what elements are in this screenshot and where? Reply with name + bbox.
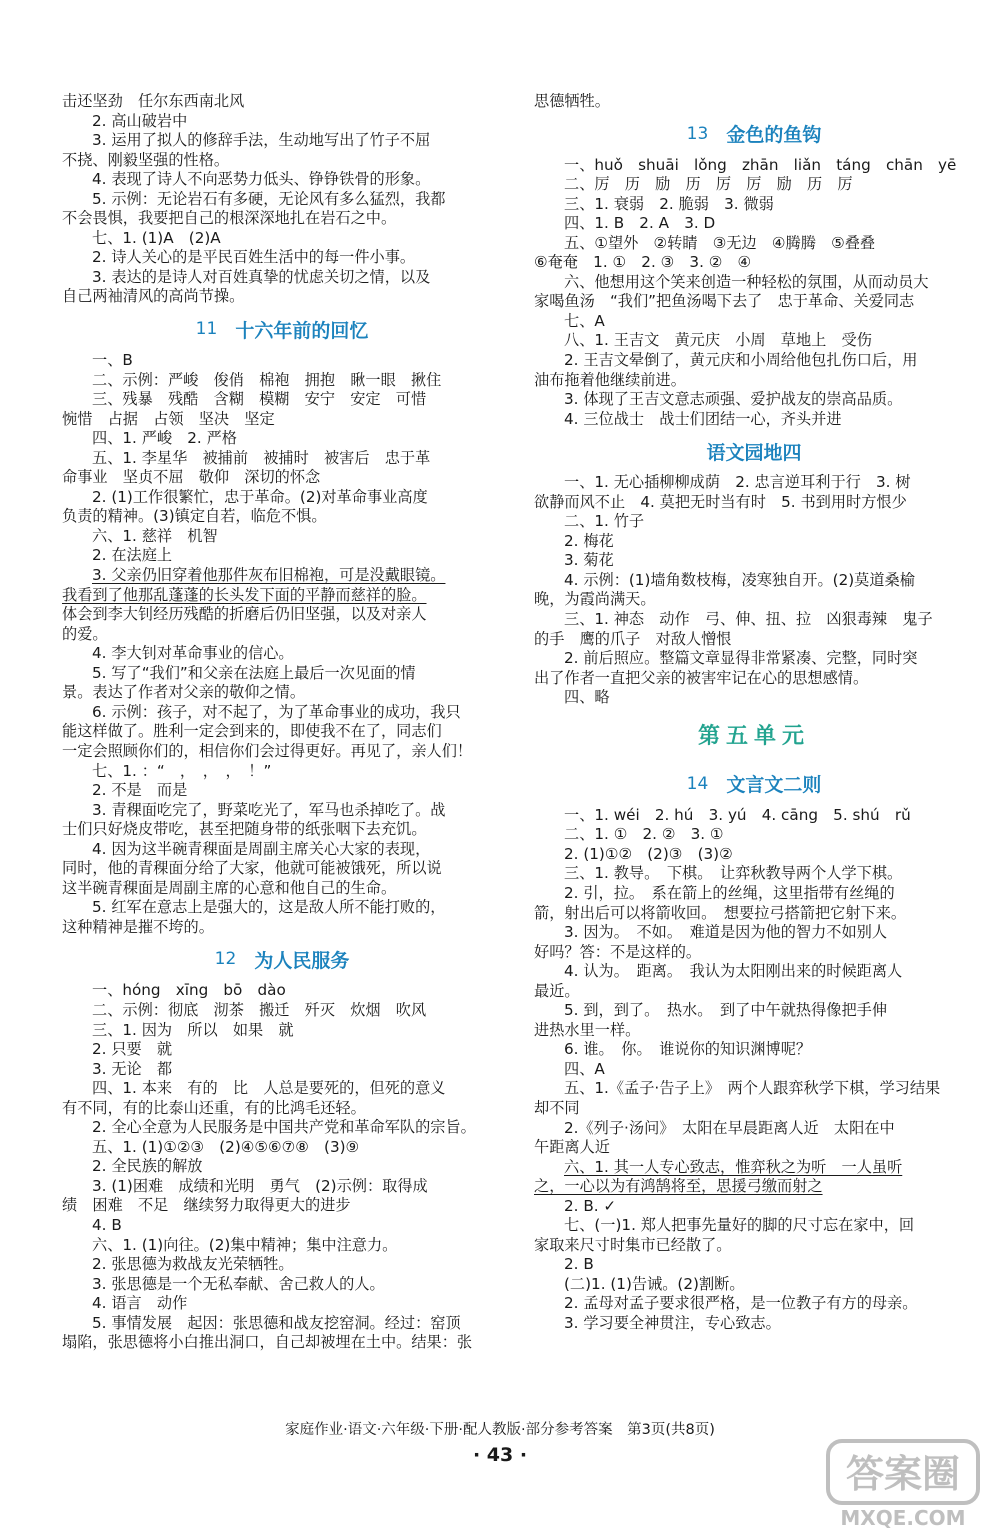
answer-line: 3. 青稞面吃完了，野菜吃光了，军马也杀掉吃了。战 — [92, 800, 446, 819]
answer-line: 5. 红军在意志上是强大的，这是敌人所不能打败的， — [92, 898, 446, 917]
lesson-number: 12 — [214, 949, 237, 970]
answer-line: 4. 因为这半碗青稞面是周副主席关心大家的表现， — [92, 839, 431, 858]
answer-line: 3. 无论 都 — [92, 1059, 173, 1078]
answer-line: 4. 认为。 距离。 我认为太阳刚出来的时候距离人 — [564, 962, 903, 981]
answer-line: 2. 引，拉。 系在箭上的丝绳，这里指带有丝绳的 — [564, 883, 895, 902]
lesson-number: 11 — [195, 319, 218, 340]
lesson-number: 14 — [686, 773, 709, 794]
answer-line: 家取来尺寸时集市已经散了。 — [534, 1235, 732, 1254]
answer-line: 2. 高山破岩中 — [92, 111, 188, 130]
answer-line: 3. (1)困难 成绩和光明 勇气 (2)示例：取得成 — [92, 1176, 428, 1195]
answer-line: 景。表达了作者对父亲的敬仰之情。 — [62, 683, 305, 702]
answer-line: 2. 全民族的解放 — [92, 1157, 203, 1176]
answer-line: 5. 事情发展 起因：张思德和战友挖窑洞。经过：窑顶 — [92, 1313, 461, 1332]
answer-line: 最近。 — [534, 981, 580, 1000]
answer-line: 2. 前后照应。整篇文章显得非常紧凑、完整，同时突 — [564, 649, 918, 668]
watermark-logo — [820, 1431, 990, 1531]
answer-line: 2. 不是 而是 — [92, 781, 188, 800]
answer-line: 有不同，有的比泰山还重，有的比鸿毛还轻。 — [62, 1098, 366, 1117]
answer-line: 3. 菊花 — [564, 551, 614, 570]
answer-line: 一、B — [92, 351, 133, 370]
answer-line: 5. 写了“我们”和父亲在法庭上最后一次见面的情 — [92, 663, 416, 682]
answer-line: 七、1. (1)A (2)A — [92, 228, 221, 247]
answer-line: 4. 示例：(1)墙角数枝梅，凌寒独自开。(2)莫道桑榆 — [564, 570, 915, 589]
answer-line: 2. 孟母对孟子要求很严格，是一位教子有方的母亲。 — [564, 1294, 918, 1313]
answer-line: 三、1. 神态 动作 弓、伸、扭、拉 凶狠毒辣 鬼子 — [564, 610, 933, 629]
answer-line: 一、1. 无心插柳柳成荫 2. 忠言逆耳利于行 3. 树 — [564, 473, 911, 492]
answer-line: 四、A — [564, 1059, 605, 1078]
answer-line: 的手 鹰的爪子 对敌人憎恨 — [534, 629, 732, 648]
answer-line: 2. 王吉文晕倒了，黄元庆和小周给他包扎伤口后，用 — [564, 351, 918, 370]
answer-line: 3. 表达的是诗人对百姓真挚的忧虑关切之情，以及 — [92, 267, 431, 286]
answer-line: 六、1. (1)向往。(2)集中精神；集中注意力。 — [92, 1235, 398, 1254]
section-heading — [534, 762, 974, 806]
lesson-title: 金色的鱼钩 — [726, 124, 822, 147]
answer-line: 2. B — [564, 1255, 594, 1274]
answer-line: 八、1. 王吉文 黄元庆 小周 草地上 受伤 — [564, 331, 872, 350]
answer-line: 负责的精神。(3)镇定自若，临危不惧。 — [62, 507, 327, 526]
page-number: · 43 · — [472, 1444, 528, 1466]
section-heading — [62, 307, 502, 351]
answer-line: 5. 到，到了。 热水。 到了中午就热得像把手伸 — [564, 1001, 888, 1020]
answer-line: 不挠、刚毅坚强的性格。 — [62, 150, 230, 169]
watermark-chars: 答案圈 — [845, 1452, 961, 1496]
section-heading — [62, 937, 502, 981]
answer-line: ⑥奄奄 1. ① 2. ③ 3. ② ④ — [534, 253, 752, 272]
answer-line: 四、1. B 2. A 3. D — [564, 214, 716, 233]
answer-line: 一定会照顾你们的，相信你们会过得更好。再见了，亲人们！ — [62, 741, 473, 760]
answer-line: 二、示例：彻底 沏茶 搬迁 歼灭 炊烟 吹风 — [92, 1000, 427, 1019]
answer-line: 却不同 — [534, 1098, 580, 1117]
answer-line: 绩 困难 不足 继续努力取得更大的进步 — [62, 1196, 351, 1215]
answer-line: 一、huǒ shuāi lǒng zhān liǎn táng chān yē — [564, 155, 957, 174]
answer-line: 三、残暴 残酷 含糊 模糊 安宁 安定 可惜 — [92, 390, 427, 409]
answer-line: 三、1. 教导。 下棋。 让弈秋教导两个人学下棋。 — [564, 864, 903, 883]
answer-line: 一、hóng xīng bō dào — [92, 981, 286, 1000]
lesson-title: 文言文二则 — [726, 774, 822, 797]
answer-line: 二、1. 竹子 — [564, 512, 645, 531]
lesson-title: 十六年前的回忆 — [235, 319, 369, 342]
page-footer: 家庭作业·语文·六年级·下册·配人教版·部分参考答案 第3页(共8页) — [285, 1422, 715, 1438]
answer-line: 6. 示例：孩子，对不起了，为了革命事业的成功，我只 — [92, 702, 461, 721]
answer-line: 五、1. (1)①②③ (2)④⑤⑥⑦⑧ (3)⑨ — [92, 1137, 360, 1156]
lesson-title: 为人民服务 — [254, 949, 350, 972]
answer-line: 2. 全心全意为人民服务是中国共产党和革命军队的宗旨。 — [92, 1118, 476, 1137]
answer-line: 四、略 — [564, 688, 610, 707]
answer-line: 三、1. 因为 所以 如果 就 — [92, 1020, 294, 1039]
answer-line: 二、示例：严峻 俊俏 棉袍 拥抱 瞅一眼 揪住 — [92, 370, 442, 389]
answer-line: 3. 父亲仍旧穿着他那件灰布旧棉袍，可是没戴眼镜。 — [92, 566, 446, 585]
answer-line: 五、①望外 ②转睛 ③无边 ④腾腾 ⑤叠叠 — [564, 233, 876, 252]
section-heading — [534, 429, 974, 473]
answer-line: 这半碗青稞面是周副主席的心意和他自己的生命。 — [62, 878, 397, 897]
answer-line: 6. 谁。 你。 谁说你的知识渊博呢？ — [564, 1040, 812, 1059]
answer-line: 能这样做了。胜利一定会到来的，即使我不在了，同志们 — [62, 722, 442, 741]
left-column — [62, 92, 502, 1353]
answer-line: 欲静而风不止 4. 莫把无时当有时 5. 书到用时方恨少 — [534, 492, 907, 511]
answer-line: 晚，为霞尚满天。 — [534, 590, 656, 609]
answer-line: 2. 诗人关心的是平民百姓生活中的每一件小事。 — [92, 248, 416, 267]
answer-line: 七、A — [564, 311, 605, 330]
section-heading — [534, 112, 974, 156]
answer-line: 2. 只要 就 — [92, 1040, 173, 1059]
answer-line: 箭，射出后可以将箭收回。 想要拉弓搭箭把它射下来。 — [534, 903, 907, 922]
answer-line: 2. (1)工作很繁忙，忠于革命。(2)对革命事业高度 — [92, 487, 428, 506]
answer-line: 七、1. ：“ ， ， ， ！” — [92, 761, 272, 780]
answer-line: 4. 语言 动作 — [92, 1294, 188, 1313]
answer-line: 3. 张思德是一个无私奉献、舍己救人的人。 — [92, 1274, 385, 1293]
right-column — [534, 92, 974, 1334]
answer-line: 2. B. ✓ — [564, 1196, 617, 1215]
answer-line: 四、1. 严峻 2. 严格 — [92, 429, 237, 448]
answer-line: 五、1. 李星华 被捕前 被捕时 被害后 忠于革 — [92, 448, 431, 467]
answer-line: 七、(一)1. 郑人把事先量好的脚的尺寸忘在家中，回 — [564, 1216, 915, 1235]
answer-line: 我看到了他那乱蓬蓬的长头发下面的平静而慈祥的脸。 — [62, 585, 427, 604]
answer-line: 出了作者一直把父亲的被害牢记在心的思想感情。 — [534, 668, 869, 687]
answer-line: 三、1. 衰弱 2. 脆弱 3. 微弱 — [564, 194, 774, 213]
answer-line: 四、1. 本来 有的 比 人总是要死的，但死的意义 — [92, 1079, 446, 1098]
answer-line: 2. (1)①② (2)③ (3)② — [564, 844, 733, 863]
answer-line: 进热水里一样。 — [534, 1020, 641, 1039]
answer-line: 家喝鱼汤 “我们”把鱼汤喝下去了 忠于革命、关爱同志 — [534, 292, 915, 311]
answer-line: 5. 示例：无论岩石有多硬，无论风有多么猛烈，我都 — [92, 189, 446, 208]
lesson-number: 13 — [686, 123, 709, 144]
answer-line: 午距离人近 — [534, 1138, 610, 1157]
answer-line: 这种精神是摧不垮的。 — [62, 917, 214, 936]
answer-line: 4. 三位战士 战士们团结一心，齐头并进 — [564, 409, 842, 428]
answer-line: 击还坚劲 任尔东西南北风 — [62, 92, 245, 110]
answer-line: 体会到李大钊经历残酷的折磨后仍旧坚强，以及对亲人 — [62, 605, 427, 624]
answer-line: 五、1.《孟子·告子上》 两个人跟弈秋学下棋，学习结果 — [564, 1079, 941, 1098]
answer-line: 命事业 坚贞不屈 敬仰 深切的怀念 — [62, 468, 321, 487]
answer-line: 同时，他的青稞面分给了大家，他就可能被饿死，所以说 — [62, 859, 442, 878]
answer-line: 2. 梅花 — [564, 531, 614, 550]
answer-line: 二、厉 历 励 历 厉 厉 励 历 厉 — [564, 175, 853, 194]
lesson-title: 语文园地四 — [706, 441, 802, 464]
unit-heading: 第五单元 — [697, 723, 810, 750]
answer-line: 4. 表现了诗人不向恶势力低头、铮铮铁骨的形象。 — [92, 170, 431, 189]
watermark-domain: MXQE.COM — [840, 1506, 966, 1530]
answer-line: 3. 运用了拟人的修辞手法，生动地写出了竹子不屈 — [92, 131, 431, 150]
answer-line: 2.《列子·汤问》 太阳在早晨距离人近 太阳在中 — [564, 1118, 895, 1137]
answer-line: 不会畏惧，我要把自己的根深深地扎在岩石之中。 — [62, 209, 397, 228]
answer-line: 思德牺牲。 — [534, 92, 610, 110]
answer-line: 3. 体现了王吉文意志顽强、爱护战友的崇高品质。 — [564, 390, 903, 409]
answer-line: 4. 李大钊对革命事业的信心。 — [92, 644, 294, 663]
answer-line: 4. B — [92, 1215, 122, 1234]
answer-line: 塌陷，张思德将小白推出洞口，自己却被埋在土中。结果：张 — [62, 1333, 473, 1352]
answer-line: 自己两袖清风的高尚节操。 — [62, 287, 245, 306]
answer-line: 的爱。 — [62, 624, 108, 643]
answer-line: 3. 因为。 不如。 难道是因为他的智力不如别人 — [564, 923, 888, 942]
answer-line: 六、1. 慈祥 机智 — [92, 526, 218, 545]
answer-line: 好吗？答：不是这样的。 — [534, 942, 702, 961]
answer-line: 惋惜 占据 占领 坚决 坚定 — [62, 409, 275, 428]
answer-line: 士们只好烧皮带吃，甚至把随身带的纸张咽下去充饥。 — [62, 820, 427, 839]
answer-line: 一、1. wéi 2. hú 3. yú 4. cāng 5. shú rǔ — [564, 805, 911, 824]
answer-line: 六、他想用这个笑来创造一种轻松的氛围，从而动员大 — [564, 272, 929, 291]
answer-line: 油布拖着他继续前进。 — [534, 370, 686, 389]
answer-line: 2. 张思德为救战友光荣牺牲。 — [92, 1255, 294, 1274]
answer-line: 之，一心以为有鸿鹄将至，思援弓缴而射之 — [534, 1177, 823, 1196]
answer-line: 六、1. 其一人专心致志，惟弈秋之为听 一人虽听 — [564, 1157, 903, 1176]
answer-line: 二、1. ① 2. ② 3. ① — [564, 825, 724, 844]
answer-line: 3. 学习要全神贯注，专心致志。 — [564, 1313, 781, 1332]
answer-line: 2. 在法庭上 — [92, 546, 173, 565]
answer-line: (二)1. (1)告诫。(2)割断。 — [564, 1274, 745, 1293]
